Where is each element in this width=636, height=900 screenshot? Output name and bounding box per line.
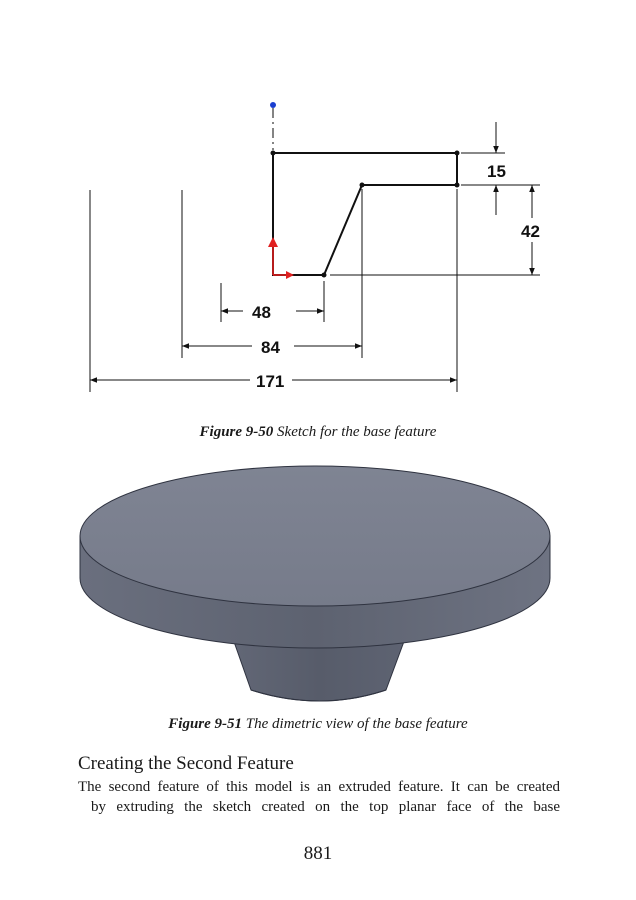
figure-caption-text: Sketch for the base feature bbox=[273, 424, 437, 440]
dim-48-label: 48 bbox=[252, 303, 271, 322]
figure-caption bbox=[0, 716, 636, 733]
dim-15-label: 15 bbox=[487, 162, 506, 181]
origin-point-top bbox=[270, 102, 276, 108]
figure-caption-label: Figure 9-50 bbox=[199, 424, 274, 440]
dim-42-label: 42 bbox=[521, 222, 540, 241]
disc-top-face bbox=[80, 466, 550, 606]
figure-caption-text: The dimetric view of the base feature bbox=[242, 716, 468, 732]
body-paragraph bbox=[78, 777, 560, 817]
paragraph-line: The second feature of this model is an extruded feature. It can be created bbox=[78, 779, 560, 795]
sketch-profile bbox=[273, 153, 457, 275]
figure-caption-label: Figure 9-51 bbox=[168, 716, 243, 732]
dimetric-view-figure bbox=[70, 458, 570, 713]
sketch-figure bbox=[60, 95, 560, 400]
paragraph-line: by extruding the sketch created on the top planar face of the base bbox=[91, 799, 560, 815]
figure-caption bbox=[0, 424, 636, 441]
page-number: 881 bbox=[303, 843, 333, 864]
dim-171-label: 171 bbox=[256, 372, 285, 391]
dim-84-label: 84 bbox=[261, 338, 280, 357]
section-heading: Creating the Second Feature bbox=[78, 753, 294, 774]
